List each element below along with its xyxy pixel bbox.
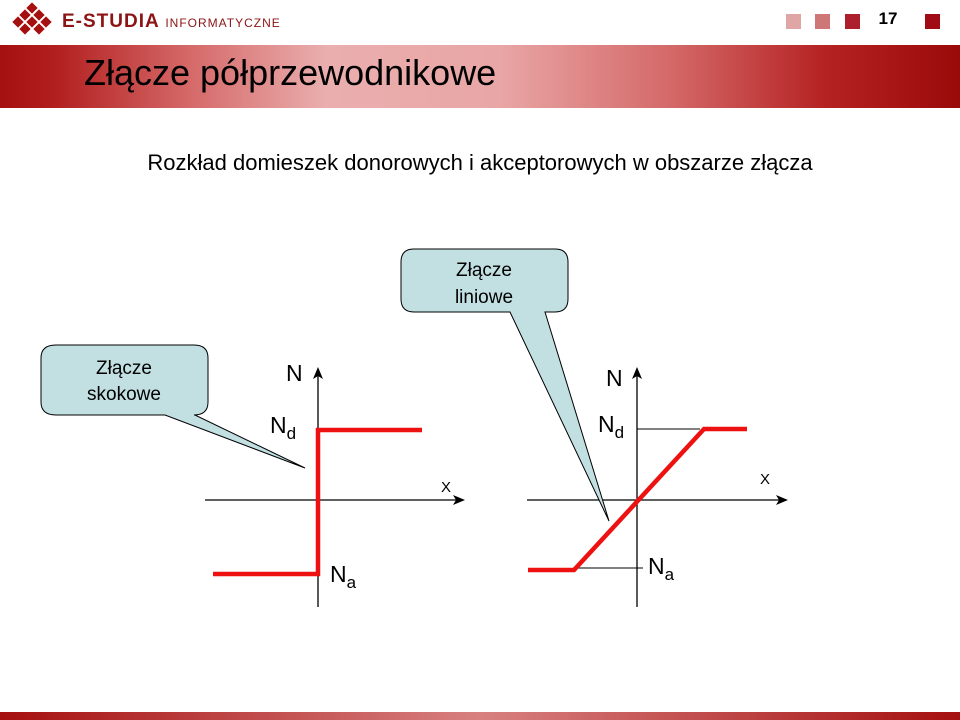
linear-callout-line1: Złącze: [456, 260, 512, 281]
brand-sub: INFORMATYCZNE: [165, 16, 281, 30]
step-callout: [41, 345, 305, 468]
linear-nd-sub: d: [614, 423, 625, 442]
linear-na-sub: a: [664, 565, 675, 584]
step-junction-graph: [41, 345, 462, 607]
linear-na-label: [648, 553, 675, 584]
brand-main: E-STUDIA: [62, 11, 160, 32]
step-na-sub: a: [346, 573, 357, 592]
slide-title: Złącze półprzewodnikowe: [84, 52, 497, 93]
step-na-label: [330, 561, 357, 592]
linear-nd-main: N: [598, 411, 615, 437]
slide-subtitle: Rozkład domieszek donorowych i akceptorowych w obszarze złącza: [147, 150, 813, 175]
step-na-main: N: [330, 561, 347, 587]
step-profile-line: [213, 430, 422, 574]
step-callout-line1: Złącze: [96, 358, 152, 379]
linear-na-main: N: [648, 553, 665, 579]
linear-junction-graph: [401, 249, 785, 607]
step-callout-line2: skokowe: [87, 384, 161, 405]
page-number: 17: [878, 9, 898, 28]
linear-axis-y-label: N: [606, 365, 623, 391]
bottom-band: [0, 712, 960, 720]
step-axis-y-label: N: [286, 360, 303, 386]
step-nd-label: [270, 412, 296, 443]
linear-nd-label: [598, 411, 624, 442]
linear-callout-line2: liniowe: [454, 287, 514, 308]
step-nd-main: N: [270, 412, 287, 438]
step-axis-x-label: X: [441, 479, 452, 496]
step-nd-sub: d: [286, 424, 297, 443]
linear-axis-x-label: X: [760, 471, 771, 488]
